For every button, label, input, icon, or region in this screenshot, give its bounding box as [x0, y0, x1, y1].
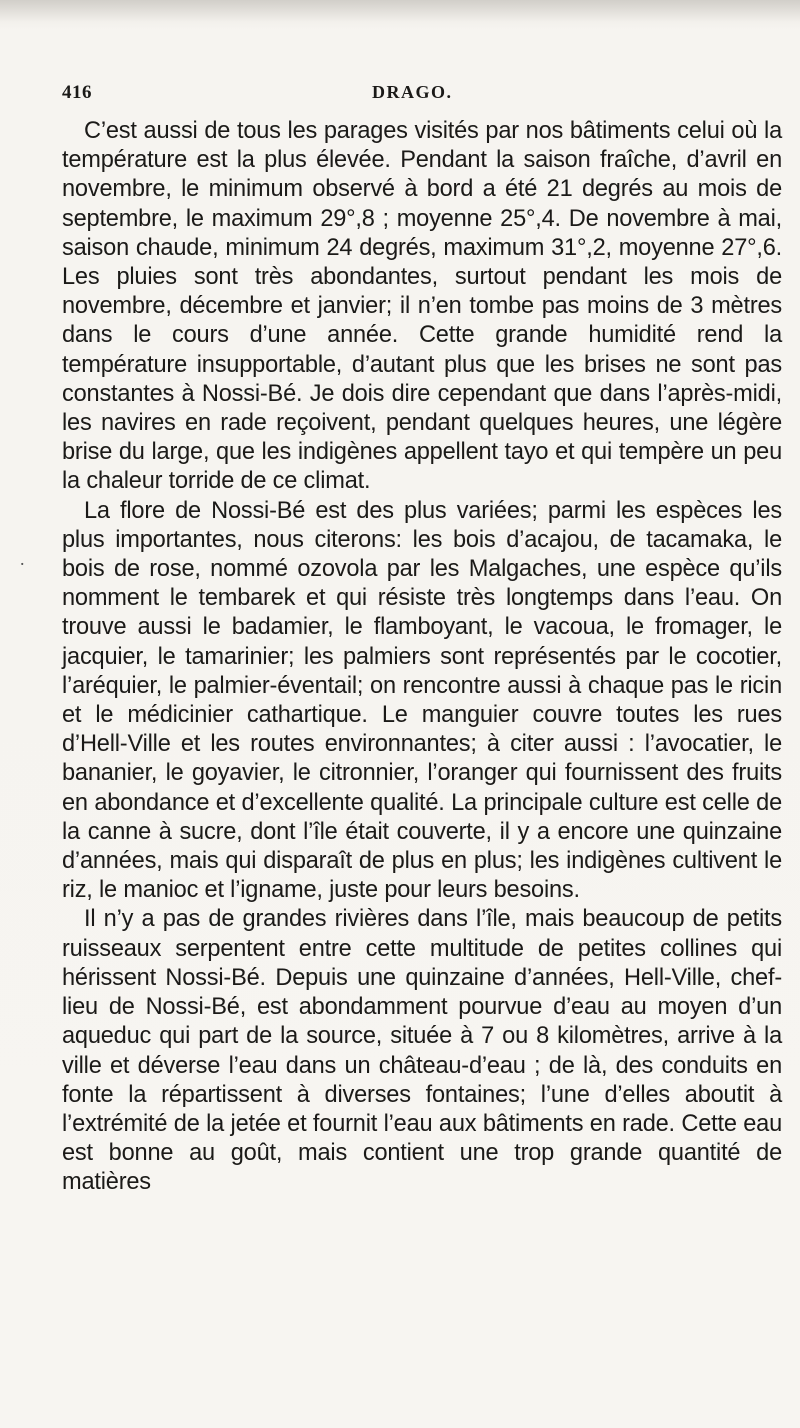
page-number: 416: [62, 82, 92, 103]
page-body: [62, 117, 782, 1198]
margin-dot: .: [20, 549, 25, 569]
paragraph-water: Il n’y a pas de grandes rivières dans l’île, mais beaucoup de petits ruisseaux serpentent entre cette multitude de petites collines qui hérissent Nossi-Bé. Depuis une quinzaine d’années, Hell-Ville, chef-lieu de Nossi-Bé, est abondamment pourvue d’eau au moyen d’un aqueduc qui part de la source, située à 7 ou 8 kilomètres, arrive à la ville et déverse l’eau dans un château-d’eau ; de là, des conduits en fonte la répartissent à diverses fontaines; l’une d’elles aboutit à l’extrémité de la jetée et fournit l’eau aux bâtiments en rade. Cette eau est bonne au goût, mais contient une trop grande quantité de matières: [62, 906, 782, 1196]
running-head: DRAGO.: [372, 82, 453, 102]
page-top-shadow: [0, 0, 800, 22]
page-header: [62, 82, 782, 112]
paragraph-flora: La flore de Nossi-Bé est des plus variées; parmi les espèces les plus importantes, nous citerons: les bois d’acajou, de tacamaka, le bois de rose, nommé ozovola par les Malgaches, une espèce qu’ils nomment le tembarek et qui résiste très longtemps dans l’eau. On trouve aussi le badamier, le flamboyant, le vacoua, le fromager, le jacquier, le tamarinier; les palmiers sont représentés par le cocotier, l’aréquier, le palmier-éventail; on rencontre aussi à chaque pas le ricin et le médicinier cathartique. Le manguier couvre toutes les rues d’Hell-Ville et les routes environnantes; à citer aussi : l’avocatier, le bananier, le goyavier, le citronnier, l’oranger qui fournissent des fruits en abondance et d’excellente qualité. La principale culture est celle de la canne à sucre, dont l’île était couverte, il y a encore une quinzaine d’années, mais qui disparaît de plus en plus; les indigènes cultivent le riz, le manioc et l’igname, juste pour leurs besoins.: [62, 497, 782, 904]
paragraph-climate: C’est aussi de tous les parages visités par nos bâtiments celui où la température est la plus élevée. Pendant la saison fraîche, d’avril en novembre, le minimum observé à bord a été 21 degrés au mois de septembre, le maximum 29°,8 ; moyenne 25°,4. De novembre à mai, saison chaude, minimum 24 degrés, maximum 31°,2, moyenne 27°,6. Les pluies sont très abondantes, surtout pendant les mois de novembre, décembre et janvier; il n’en tombe pas moins de 3 mètres dans le cours d’une année. Cette grande humidité rend la température insupportable, d’autant plus que les brises ne sont pas constantes à Nossi-Bé. Je dois dire cependant que dans l’après-midi, les navires en rade reçoivent, pendant quelques heures, une légère brise du large, que les indigènes appellent tayo et qui tempère un peu la chaleur torride de ce climat.: [62, 118, 782, 495]
